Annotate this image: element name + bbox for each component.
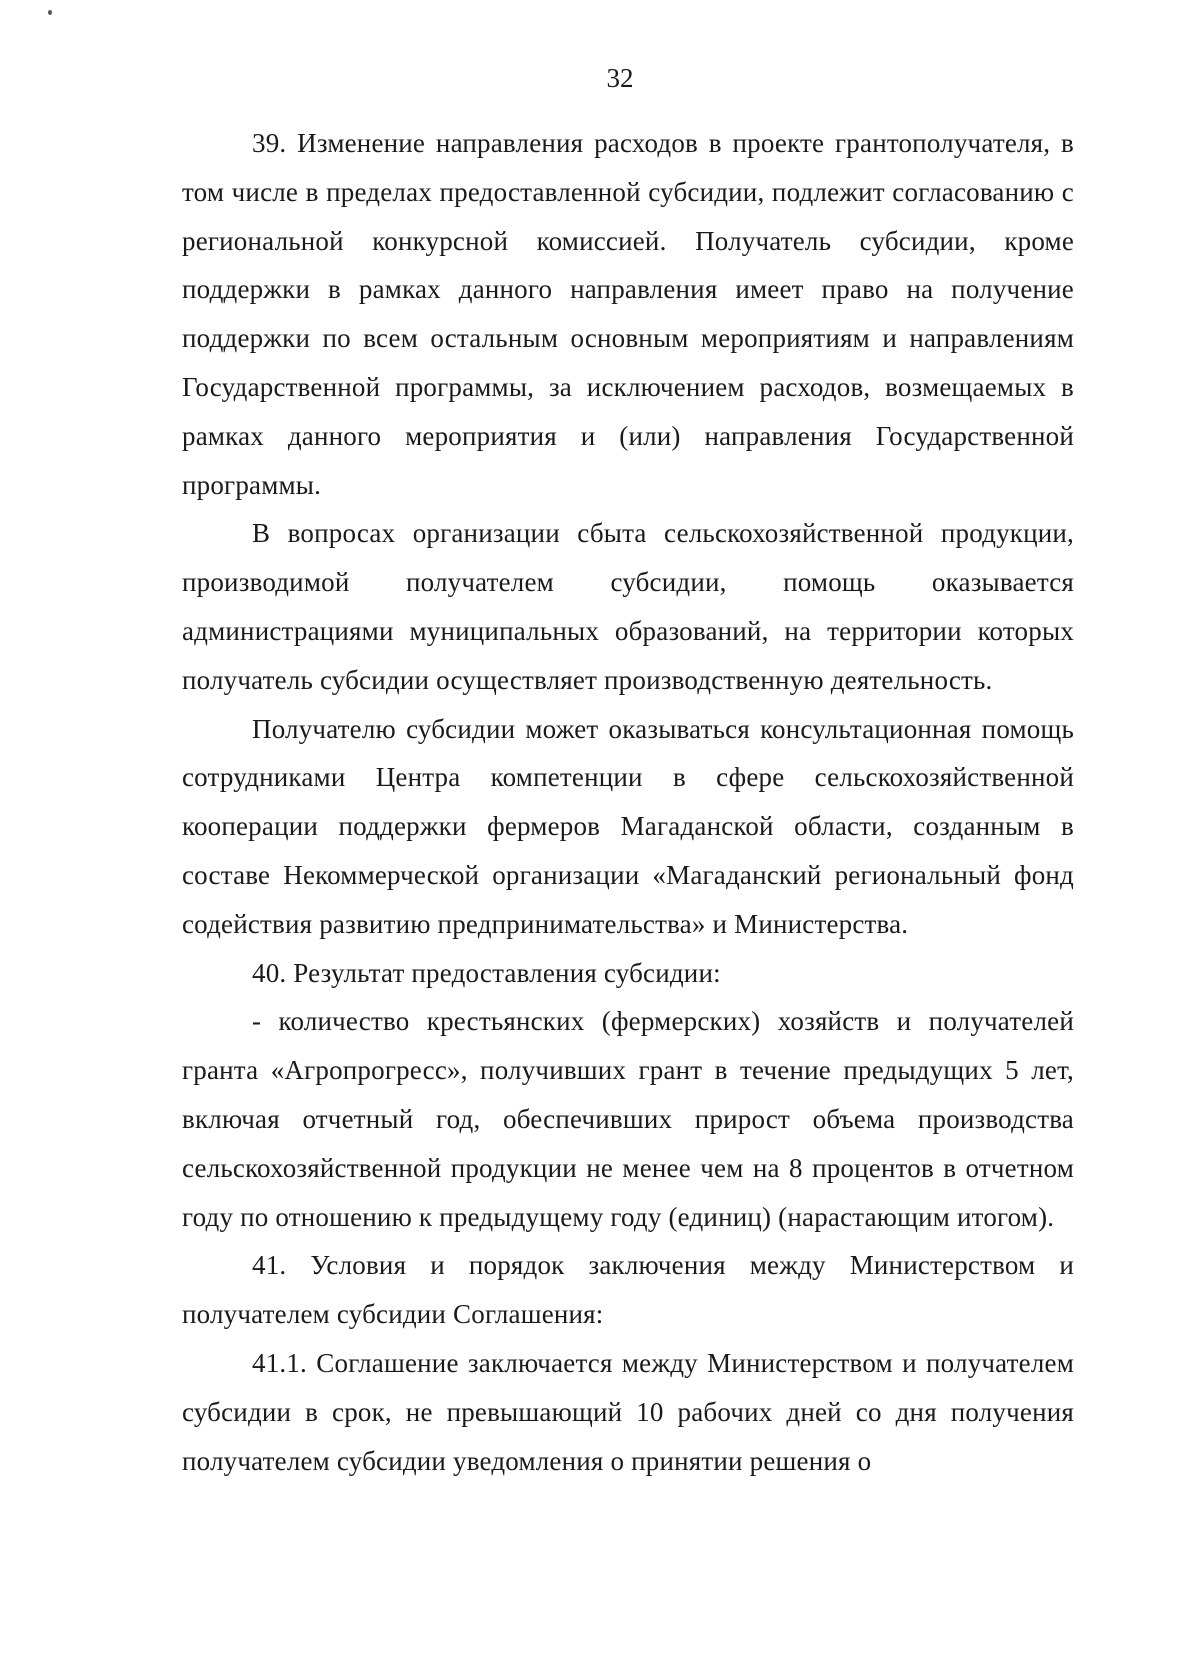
paragraph-40: 40. Результат предоставления субсидии: — [252, 957, 721, 988]
document-body — [182, 119, 1074, 1485]
paragraph-41-1: 41.1. Соглашение заключается между Министерством и получателем субсидии в срок, не превышающий 10 рабочих дней со дня получения получателем субсидии уведомления о принятии решения о — [182, 1347, 1074, 1476]
paragraph-39: 39. Изменение направления расходов в проекте грантополучателя, в том числе в пределах предоставленной субсидии, подлежит согласованию с региональной конкурсной комиссией. Получатель субсидии, кроме поддержки в рамках данного направления имеет право на получение поддержки по всем остальным основным мероприятиям и направлениям Государственной программы, за исключением расходов, возмещаемых в рамках данного мероприятия и (или) направления Государственной программы. — [182, 128, 1074, 500]
paragraph-consulting-help: Получателю субсидии может оказываться консультационная помощь сотрудниками Центра компетенции в сфере сельскохозяйственной кооперации поддержки фермеров Магаданской области, созданным в составе Некоммерческой организации «Магаданский региональный фонд содействия развитию предпринимательства» и Министерства. — [182, 713, 1074, 939]
page-number: 32 — [606, 63, 634, 93]
paragraph-sales-organization: В вопросах организации сбыта сельскохозяйственной продукции, производимой получателем субсидии, помощь оказывается администрациями муниципальных образований, на территории которых получатель субсидии осуществляет производственную деятельность. — [182, 518, 1074, 695]
paragraph-41: 41. Условия и порядок заключения между Министерством и получателем субсидии Соглашения: — [182, 1250, 1074, 1330]
scan-speck — [48, 10, 52, 15]
paragraph-result-indicator: - количество крестьянских (фермерских) хозяйств и получателей гранта «Агропрогресс», получивших грант в течение предыдущих 5 лет, включая отчетный год, обеспечивших прирост объема производства сельскохозяйственной продукции не менее чем на 8 процентов в отчетном году по отношению к предыдущему году (единиц) (нарастающим итогом). — [182, 1006, 1074, 1232]
